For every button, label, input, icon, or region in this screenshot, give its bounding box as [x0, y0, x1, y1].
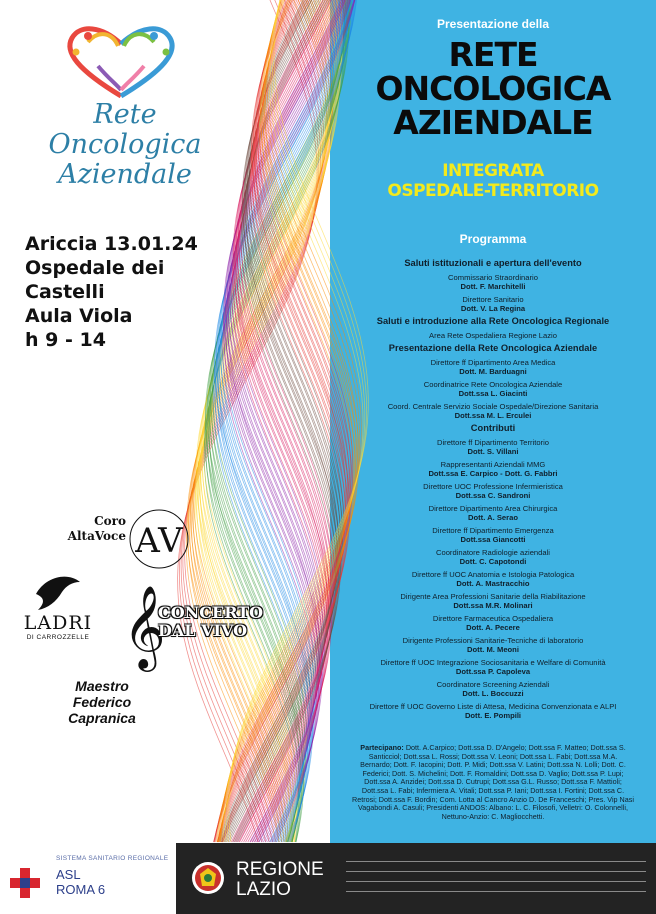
concerto-line-1: CONCERTO: [158, 603, 264, 622]
logo-wordmark: [20, 100, 230, 190]
program-speaker: Dott.ssa C. Sandroni: [455, 491, 531, 500]
footer-divider: [346, 861, 646, 862]
event-venue-2: Castelli: [25, 281, 105, 303]
program-speaker: Dott. A. Pecere: [466, 623, 520, 632]
program-role: Rappresentanti Aziendali MMG: [440, 460, 546, 469]
logo-line-1: Rete Oncologica: [48, 99, 202, 160]
concerto-line-2: DAL VIVO: [158, 621, 248, 640]
subtitle: [330, 161, 656, 201]
program-role: Coord. Centrale Servizio Sociale Ospedale/Direzione Sanitaria: [387, 402, 599, 411]
title-line-3: AZIENDALE: [393, 103, 593, 142]
concerto-label: [158, 603, 264, 640]
program-role: Direttore ff Dipartimento Territorio: [437, 438, 549, 447]
program-speaker: Dott. E. Pompili: [464, 711, 522, 720]
maestro-line-3: Capranica: [68, 710, 136, 726]
regione-lazio-logo: [176, 843, 656, 914]
treble-clef-icon: 𝄞: [123, 584, 166, 668]
asl-line-1: ASL: [56, 867, 81, 882]
program-role: Direttore ff UOC Governo Liste di Attesa, Medicina Convenzionata e ALPI: [369, 702, 617, 711]
program-role: Commissario Straordinario: [448, 273, 538, 282]
intro-text: Presentazione della: [436, 17, 550, 31]
coro-line-2: AltaVoce: [67, 529, 126, 543]
ladri-bird-icon: [32, 572, 84, 612]
asl-cross-icon: [10, 868, 40, 898]
program-role: Direttore ff Dipartimento Area Medica: [430, 358, 556, 367]
program-role: Direttore ff UOC Anatomia e Istologia Patologica: [411, 570, 575, 579]
footer-divider: [346, 881, 646, 882]
asl-line-2: ROMA 6: [56, 882, 106, 897]
program-role: Coordinatore Radiologie aziendali: [436, 548, 550, 557]
event-info: [25, 232, 198, 352]
event-venue-1: Ospedale dei: [25, 257, 165, 279]
maestro-line-1: Maestro: [75, 678, 129, 694]
av-mark: AV: [135, 521, 183, 561]
program-section-heading: Presentazione della Rete Oncologica Aziendale: [388, 343, 598, 353]
program-list: [330, 255, 656, 720]
programma-heading: Programma: [459, 232, 527, 246]
participants-text: Dott. A.Carpico; Dott.ssa D. D'Angelo; Dott.ssa F. Matteo; Dott.ssa S. Santicciol; Dott.ssa L. Rossi; Dott.ssa V. Leoni; Dott.ssa L. Fabi; Dott.ssa M.A. Bernardo; Dott. F. Iacopini; Dott. P. Midi; Dott.ssa V. Latini; Dott.ssa N. Lolli; Dott. C. Federici; Dott. S. Michelini; Dott. F. Romaldini; Dott.ssa D. Vaglio; Dott.ssa P. Lupi; Dott.ssa A. Anzidei; Dott.ssa D. Cutrupi; Dott.ssa G.L. Russo; Dott.ssa F. Mattioli; Dott.ssa L. Fabi; Infermiera A. Vitali; Dott.ssa P. Iani; Dott.ssa I. Fortini; Dott.ssa C. Retrosi; Dott.ssa F. Bordin; Com. Lotta al Cancro Anzio D. De Franceschi; Pres. Vip Nasi Vagabondi A. Casuli; Presidenti ANDOS: Albano: L. C. Filosofi, Velletri: O. Colonnelli, Nettuno-Anzio: C. Magliocchetti.: [352, 743, 634, 821]
program-role: Direttore Dipartimento Area Chirurgica: [428, 504, 558, 513]
program-role: Direttore Farmaceutica Ospedaliera: [432, 614, 554, 623]
program-role: Direttore ff Dipartimento Emergenza: [432, 526, 554, 535]
logo-line-2: Aziendale: [58, 159, 192, 190]
asl-name: [56, 867, 105, 897]
program-speaker: Dott.ssa M. L. Erculei: [454, 411, 532, 420]
coro-label: [58, 514, 126, 544]
ssr-label: SISTEMA SANITARIO REGIONALE: [56, 855, 169, 862]
program-section-heading: Saluti e introduzione alla Rete Oncologica Regionale: [376, 316, 610, 326]
footer-divider: [346, 891, 646, 892]
heart-logo-icon: [58, 22, 184, 102]
program-speaker: Dott. C. Capotondi: [459, 557, 527, 566]
program-role: Direttore Sanitario: [462, 295, 524, 304]
program-speaker: Dott.ssa L. Giacinti: [458, 389, 528, 398]
program-section-heading: Saluti istituzionali e apertura dell'evento: [404, 258, 582, 268]
altavoce-logo-icon: [128, 508, 190, 570]
event-hours: h 9 - 14: [25, 329, 106, 351]
ladri-logo: [20, 612, 96, 641]
event-room: Aula Viola: [25, 305, 133, 327]
program-role: Coordinatrice Rete Oncologica Aziendale: [423, 380, 563, 389]
subtitle-line-1: INTEGRATA: [442, 161, 544, 181]
regione-line-1: REGIONE: [236, 859, 324, 880]
footer-divider: [346, 871, 646, 872]
program-speaker: Dott. A. Mastracchio: [456, 579, 530, 588]
footer: [0, 843, 656, 914]
title-line-2: ONCOLOGICA: [375, 69, 611, 108]
maestro-credit: [32, 678, 172, 726]
regione-emblem-icon: [190, 860, 226, 896]
program-speaker: Dott.ssa M.R. Molinari: [453, 601, 533, 610]
program-role: Dirigente Area Professioni Sanitarie della Riabilitazione: [400, 592, 586, 601]
event-date: Ariccia 13.01.24: [25, 233, 198, 255]
program-role: Direttore UOC Professione Infermieristica: [423, 482, 563, 491]
ladri-sub: DI CARROZZELLE: [26, 634, 90, 641]
program-speaker: Dott. S. Villani: [467, 447, 519, 456]
subtitle-line-2: OSPEDALE-TERRITORIO: [387, 181, 599, 201]
maestro-line-2: Federico: [72, 694, 132, 710]
title-line-1: RETE: [448, 35, 538, 74]
program-speaker: Dott. A. Serao: [468, 513, 518, 522]
program-role: Direttore ff UOC Integrazione Sociosanitaria e Welfare di Comunità: [380, 658, 606, 667]
regione-line-2: LAZIO: [236, 879, 291, 900]
program-role: Dirigente Professioni Sanitarie-Tecniche di laboratorio: [402, 636, 584, 645]
program-speaker: Dott. M. Meoni: [467, 645, 519, 654]
program-speaker: Dott. V. La Regina: [460, 304, 526, 313]
program-role: Area Rete Ospedaliera Regione Lazio: [429, 331, 557, 340]
ladri-main: LADRI: [23, 612, 93, 634]
program-speaker: Dott. L. Boccuzzi: [462, 689, 524, 698]
coro-line-1: Coro: [94, 514, 126, 528]
program-role: Coordinatore Screening Aziendali: [436, 680, 550, 689]
program-speaker: Dott.ssa P. Capoleva: [455, 667, 531, 676]
program-speaker: Dott.ssa E. Carpico - Dott. G. Fabbri: [428, 469, 558, 478]
participants: [352, 744, 634, 821]
program-speaker: Dott.ssa Giancotti: [460, 535, 526, 544]
asl-logo: [0, 843, 176, 914]
program-section-heading: Contributi: [470, 423, 516, 433]
participants-label: Partecipano:: [360, 743, 404, 752]
program-speaker: Dott. F. Marchitelli: [460, 282, 526, 291]
regione-name: [236, 860, 324, 900]
program-speaker: Dott. M. Barduagni: [459, 367, 527, 376]
main-title: [330, 35, 656, 142]
